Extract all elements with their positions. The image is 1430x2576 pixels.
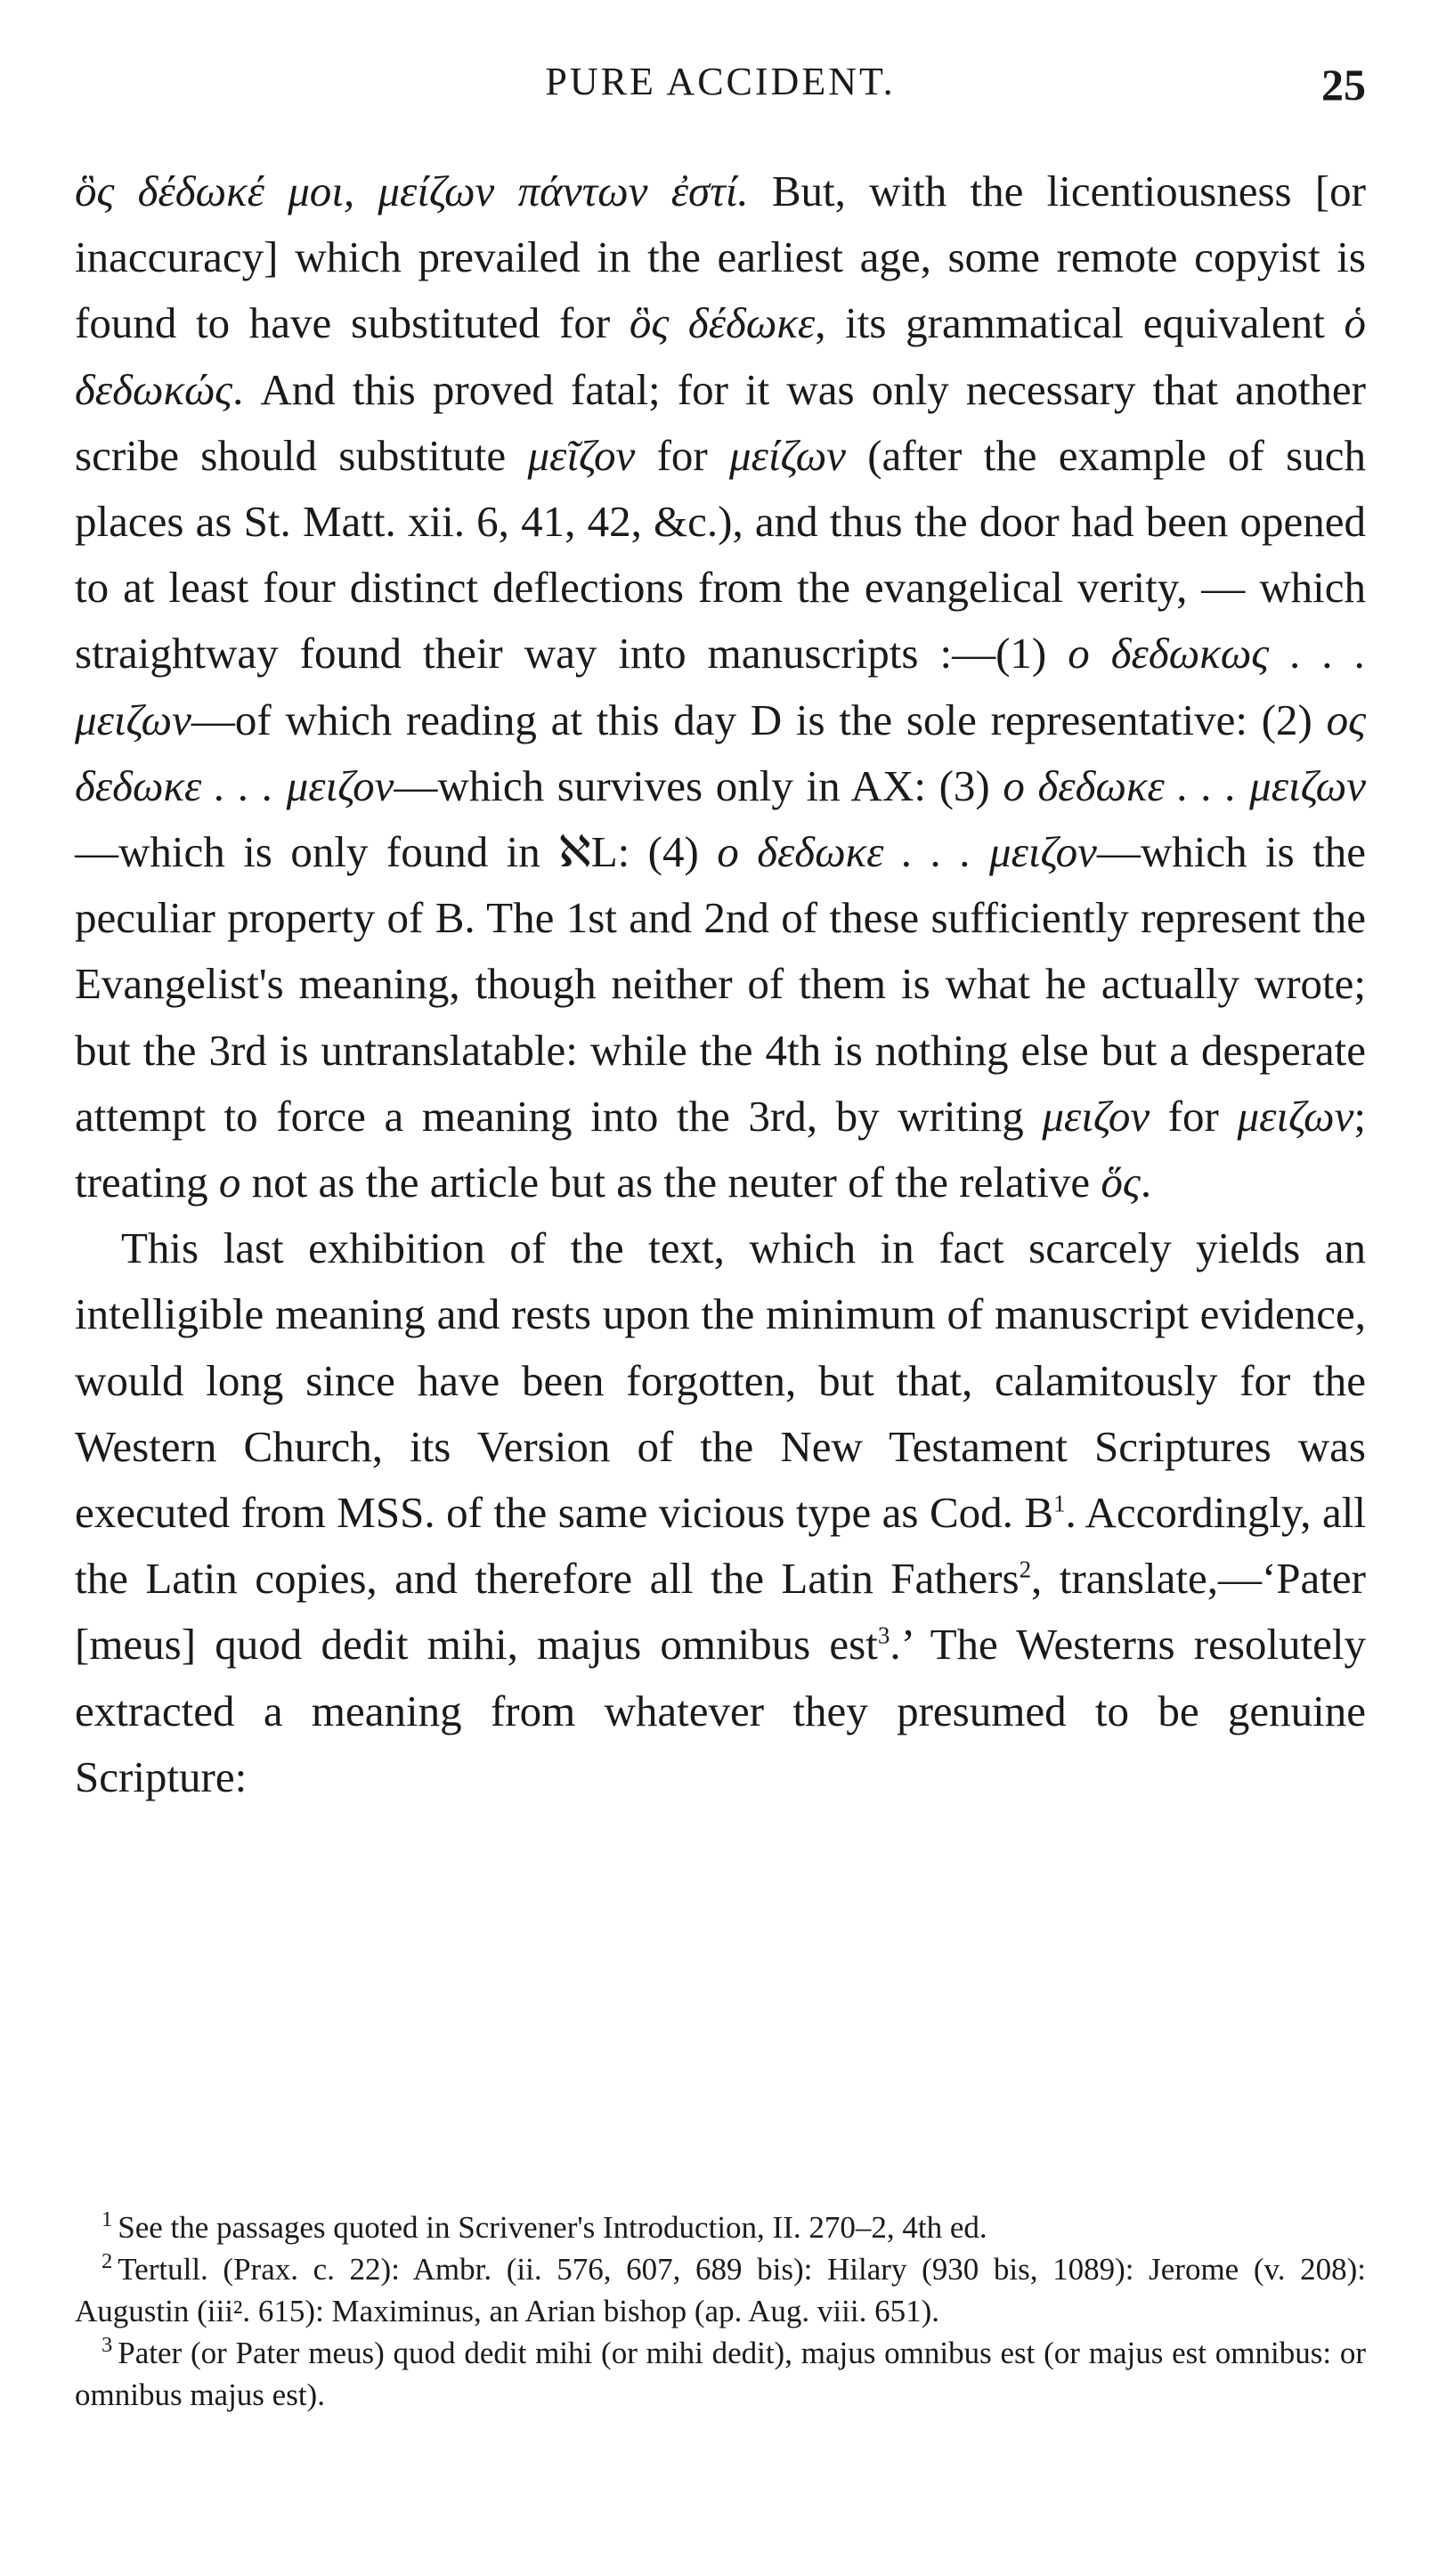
- running-title: PURE ACCIDENT.: [545, 60, 896, 103]
- text-segment: This last exhibition of the text, which in fact scarcely yields an intelligible meaning and rests upon the minimum of manuscript evidence, would long since have been forgotten, but that, calamitously for the Western Church, its Version of the New Testament Scriptures was executed from MSS. of the same vicious type as Cod. B: [75, 1223, 1366, 1538]
- paragraph: [75, 158, 1366, 1215]
- greek-text: ο: [218, 1158, 241, 1207]
- text-segment: .’ The Westerns resolutely extracted a meaning from whatever they presumed to be genuine Scripture:: [75, 1620, 1366, 1801]
- greek-text: ος δεδωκε . . . μειζον: [75, 695, 1366, 810]
- text-segment: But, with the licentiousness [or inaccuracy] which prevailed in the earliest age, some remote copyist is found to have substituted for: [75, 167, 1366, 348]
- text-segment: for: [635, 430, 730, 480]
- main-text: [75, 158, 1366, 1810]
- greek-text: ὃς δέδωκέ μοι, μείζων πάντων ἐστί.: [75, 167, 749, 215]
- footnote-marker: 2: [102, 2249, 113, 2274]
- footnote-marker: 1: [102, 2207, 113, 2232]
- greek-text: μεῖζον: [527, 430, 636, 480]
- page-number: 25: [1321, 60, 1366, 110]
- text-segment: for: [1150, 1091, 1238, 1141]
- text-segment: ; treating: [75, 1091, 1366, 1207]
- footnote: [75, 2332, 1366, 2416]
- footnote-marker: 3: [102, 2333, 113, 2358]
- footnote-text: Tertull. (Prax. c. 22): Ambr. (ii. 576, 607, 689 bis): Hilary (930 bis, 1089): Jerome (v. 208): Augustin (iii². 615): Maximinus, an Arian bishop (ap. Aug. viii. 651).: [75, 2252, 1366, 2328]
- text-segment: , its grammatical equivalent: [815, 298, 1345, 348]
- footnotes: [75, 2206, 1366, 2416]
- paragraph: [75, 1215, 1366, 1810]
- greek-text: ὁ δεδωκώς: [75, 298, 1367, 414]
- greek-text: ὃς δέδωκε: [629, 298, 816, 348]
- footnote-reference: 1: [1053, 1490, 1066, 1517]
- greek-text: ο δεδωκως . . . μειζων: [75, 629, 1366, 744]
- greek-text: ο δεδωκε . . . μειζων: [1003, 760, 1366, 810]
- footnote-text: Pater (or Pater meus) quod dedit mihi (or mihi dedit), majus omnibus est (or majus est omnibus: or omnibus majus est).: [75, 2336, 1366, 2412]
- text-segment: , translate,—‘Pater [meus] quod dedit mihi, majus omnibus est: [75, 1554, 1366, 1670]
- greek-text: μειζον: [1042, 1091, 1150, 1141]
- greek-text: μειζων: [1237, 1091, 1354, 1141]
- text-segment: (after the example of such places as St. Matt. xii. 6, 41, 42, &c.), and thus the door had been opened to at least four distinct deflections from the evangelical verity, — which straightway found their way into manuscripts :—(1): [75, 430, 1366, 679]
- footnote-reference: 2: [1019, 1556, 1032, 1583]
- greek-text: ὅς: [1101, 1158, 1141, 1207]
- greek-text: μείζων: [729, 430, 846, 480]
- footnote-reference: 3: [877, 1622, 890, 1650]
- text-segment: .: [1140, 1158, 1152, 1207]
- text-segment: —of which reading at this day D is the sole representative: (2): [191, 695, 1327, 744]
- page-header: [75, 59, 1366, 121]
- text-segment: —which is the peculiar property of B. The 1st and 2nd of these sufficiently represent the Evangelist's meaning, though neither of them is what he actually wrote; but the 3rd is untranslatable: while the 4th is nothing else but a desperate attempt to force a meaning into the 3rd, by writing: [75, 827, 1367, 1141]
- text-segment: . Accordingly, all the Latin copies, and therefore all the Latin Fathers: [75, 1488, 1366, 1604]
- footnote-text: See the passages quoted in Scrivener's Introduction, II. 270–2, 4th ed.: [118, 2210, 987, 2245]
- greek-text: ο δεδωκε . . . μειζον: [717, 827, 1097, 877]
- text-segment: . And this proved fatal; for it was only necessary that another scribe should substitute: [75, 364, 1366, 480]
- text-segment: —which is only found in ℵL: (4): [75, 827, 718, 877]
- text-segment: —which survives only in AX: (3): [394, 760, 1003, 810]
- footnote: [75, 2248, 1366, 2332]
- text-segment: not as the article but as the neuter of the relative: [240, 1158, 1101, 1207]
- footnote: [75, 2206, 1366, 2248]
